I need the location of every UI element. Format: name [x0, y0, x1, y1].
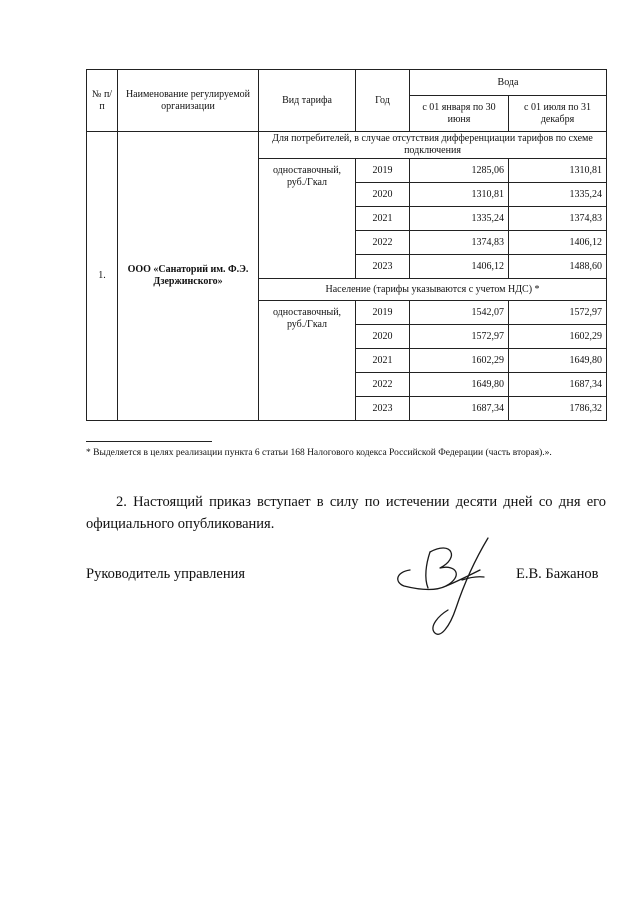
- year-cell: 2022: [356, 231, 410, 255]
- value-cell: 1649,80: [410, 373, 509, 397]
- value-cell: 1602,29: [509, 325, 607, 349]
- value-cell: 1285,06: [410, 159, 509, 183]
- value-cell: 1374,83: [509, 207, 607, 231]
- value-cell: 1687,34: [509, 373, 607, 397]
- year-cell: 2021: [356, 349, 410, 373]
- value-cell: 1687,34: [410, 397, 509, 421]
- value-cell: 1406,12: [509, 231, 607, 255]
- year-cell: 2020: [356, 183, 410, 207]
- header-tariff-type: Вид тарифа: [259, 70, 356, 132]
- year-cell: 2020: [356, 325, 410, 349]
- header-num: № п/п: [87, 70, 118, 132]
- section-title-row: [87, 132, 607, 159]
- row-number: 1.: [87, 132, 118, 421]
- signatory-name: Е.В. Бажанов: [516, 566, 599, 582]
- year-cell: 2021: [356, 207, 410, 231]
- value-cell: 1602,29: [410, 349, 509, 373]
- header-water: Вода: [410, 70, 607, 96]
- header-year: Год: [356, 70, 410, 132]
- value-cell: 1310,81: [410, 183, 509, 207]
- order-paragraph: 2. Настоящий приказ вступает в силу по истечении десяти дней со дня его официального опубликования.: [86, 494, 606, 532]
- value-cell: 1542,07: [410, 301, 509, 325]
- value-cell: 1335,24: [509, 183, 607, 207]
- section-title: Население (тарифы указываются с учетом НДС) *: [259, 279, 607, 301]
- tariff-type-cell: одноставочный, руб./Гкал: [259, 301, 356, 421]
- value-cell: 1310,81: [509, 159, 607, 183]
- value-cell: 1335,24: [410, 207, 509, 231]
- header-period-1: с 01 января по 30 июня: [410, 96, 509, 132]
- tariff-type-cell: одноставочный, руб./Гкал: [259, 159, 356, 279]
- value-cell: 1572,97: [509, 301, 607, 325]
- footnote: * Выделяется в целях реализации пункта 6 статьи 168 Налогового кодекса Российской Федерации (часть вторая).».: [86, 448, 552, 458]
- tariff-table: [86, 69, 607, 421]
- header-row-top: [87, 70, 607, 96]
- header-org: Наименование регулируемой организации: [118, 70, 259, 132]
- year-cell: 2022: [356, 373, 410, 397]
- signatory-role: Руководитель управления: [86, 566, 246, 582]
- handwritten-signature: [390, 530, 500, 645]
- year-cell: 2019: [356, 159, 410, 183]
- value-cell: 1786,32: [509, 397, 607, 421]
- footnote-divider: [86, 441, 212, 442]
- value-cell: 1572,97: [410, 325, 509, 349]
- header-period-2: с 01 июля по 31 декабря: [509, 96, 607, 132]
- value-cell: 1488,60: [509, 255, 607, 279]
- section-title: Для потребителей, в случае отсутствия дифференциации тарифов по схеме подключения: [259, 132, 607, 159]
- year-cell: 2019: [356, 301, 410, 325]
- organization-name: ООО «Санаторий им. Ф.Э. Дзержинского»: [118, 132, 259, 421]
- year-cell: 2023: [356, 397, 410, 421]
- value-cell: 1649,80: [509, 349, 607, 373]
- value-cell: 1374,83: [410, 231, 509, 255]
- value-cell: 1406,12: [410, 255, 509, 279]
- year-cell: 2023: [356, 255, 410, 279]
